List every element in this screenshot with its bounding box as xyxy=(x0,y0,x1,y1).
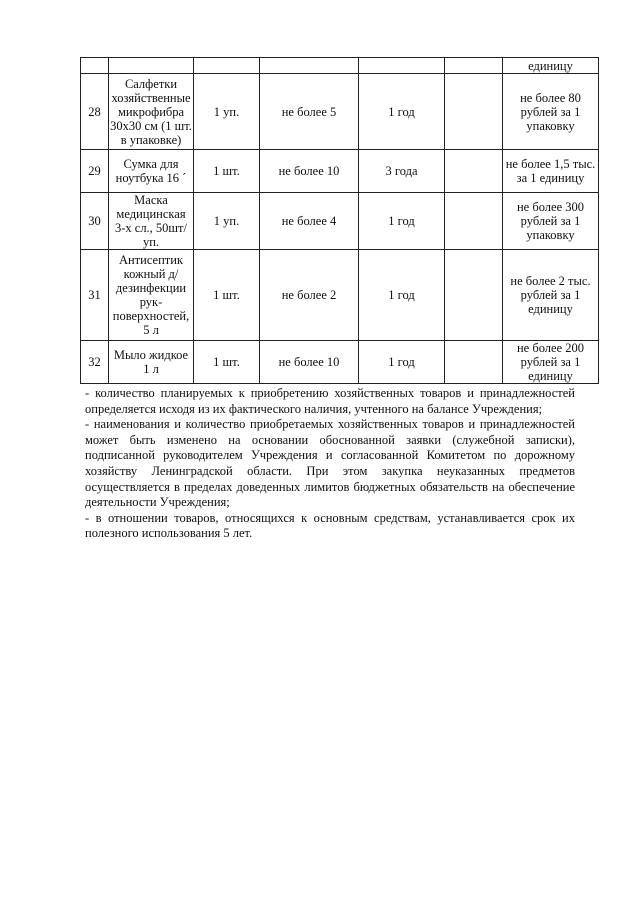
table-row xyxy=(81,74,599,150)
cell-qty: 1 уп. xyxy=(194,193,260,250)
cell-term: 1 год xyxy=(359,250,445,341)
cell-num: 30 xyxy=(81,193,109,250)
household-goods-table xyxy=(80,57,599,384)
cell-num: 32 xyxy=(81,341,109,384)
cell-num: 29 xyxy=(81,150,109,193)
cell-num: 28 xyxy=(81,74,109,150)
note-paragraph: - количество планируемых к приобретению хозяйственных товаров и принадлежностей определяется исходя из их фактического наличия, учтенного на балансе Учреждения; xyxy=(85,386,575,416)
cell-name: Антисептик кожный д/дезинфекции рук-поверхностей, 5 л xyxy=(109,250,194,341)
cell-norm xyxy=(260,58,359,74)
cell-term: 1 год xyxy=(359,193,445,250)
cell-extra xyxy=(445,150,503,193)
cell-price: не более 1,5 тыс. за 1 единицу xyxy=(503,150,599,193)
notes-section xyxy=(85,386,575,542)
cell-norm: не более 10 xyxy=(260,150,359,193)
cell-name: Салфетки хозяйственные микрофибра 30х30 см (1 шт. в упаковке) xyxy=(109,74,194,150)
cell-extra xyxy=(445,341,503,384)
cell-name: Маска медицинская 3-х сл., 50шт/уп. xyxy=(109,193,194,250)
cell-name: Сумка для ноутбука 16 ´ xyxy=(109,150,194,193)
cell-qty: 1 уп. xyxy=(194,74,260,150)
table-row xyxy=(81,250,599,341)
cell-num xyxy=(81,58,109,74)
note-paragraph: - наименования и количество приобретаемых хозяйственных товаров и принадлежностей может быть изменено на основании обоснованной заявки (служебной записки), подписанной руководителем Учреждения и согласованной Комитетом по дорожному хозяйству Ленинградской области. При этом закупка неуказанных предметов осуществляется в пределах доведенных лимитов бюджетных обязательств на обеспечение деятельности Учреждения; xyxy=(85,417,575,510)
table-row xyxy=(81,150,599,193)
table-row xyxy=(81,193,599,250)
table-row xyxy=(81,341,599,384)
cell-term: 1 год xyxy=(359,74,445,150)
cell-price: не более 300 рублей за 1 упаковку xyxy=(503,193,599,250)
cell-extra xyxy=(445,74,503,150)
cell-extra xyxy=(445,250,503,341)
cell-qty: 1 шт. xyxy=(194,150,260,193)
cell-norm: не более 10 xyxy=(260,341,359,384)
cell-qty: 1 шт. xyxy=(194,341,260,384)
cell-price: не более 2 тыс. рублей за 1 единицу xyxy=(503,250,599,341)
cell-term: 3 года xyxy=(359,150,445,193)
cell-qty xyxy=(194,58,260,74)
cell-term: 1 год xyxy=(359,341,445,384)
cell-norm: не более 4 xyxy=(260,193,359,250)
cell-name xyxy=(109,58,194,74)
cell-price: единицу xyxy=(503,58,599,74)
cell-price: не более 200 рублей за 1 единицу xyxy=(503,341,599,384)
cell-term xyxy=(359,58,445,74)
cell-extra xyxy=(445,193,503,250)
cell-norm: не более 5 xyxy=(260,74,359,150)
cell-name: Мыло жидкое 1 л xyxy=(109,341,194,384)
cell-qty: 1 шт. xyxy=(194,250,260,341)
cell-price: не более 80 рублей за 1 упаковку xyxy=(503,74,599,150)
cell-norm: не более 2 xyxy=(260,250,359,341)
cell-num: 31 xyxy=(81,250,109,341)
table-row-continuation xyxy=(81,58,599,74)
cell-extra xyxy=(445,58,503,74)
note-paragraph: - в отношении товаров, относящихся к основным средствам, устанавливается срок их полезного использования 5 лет. xyxy=(85,510,575,541)
